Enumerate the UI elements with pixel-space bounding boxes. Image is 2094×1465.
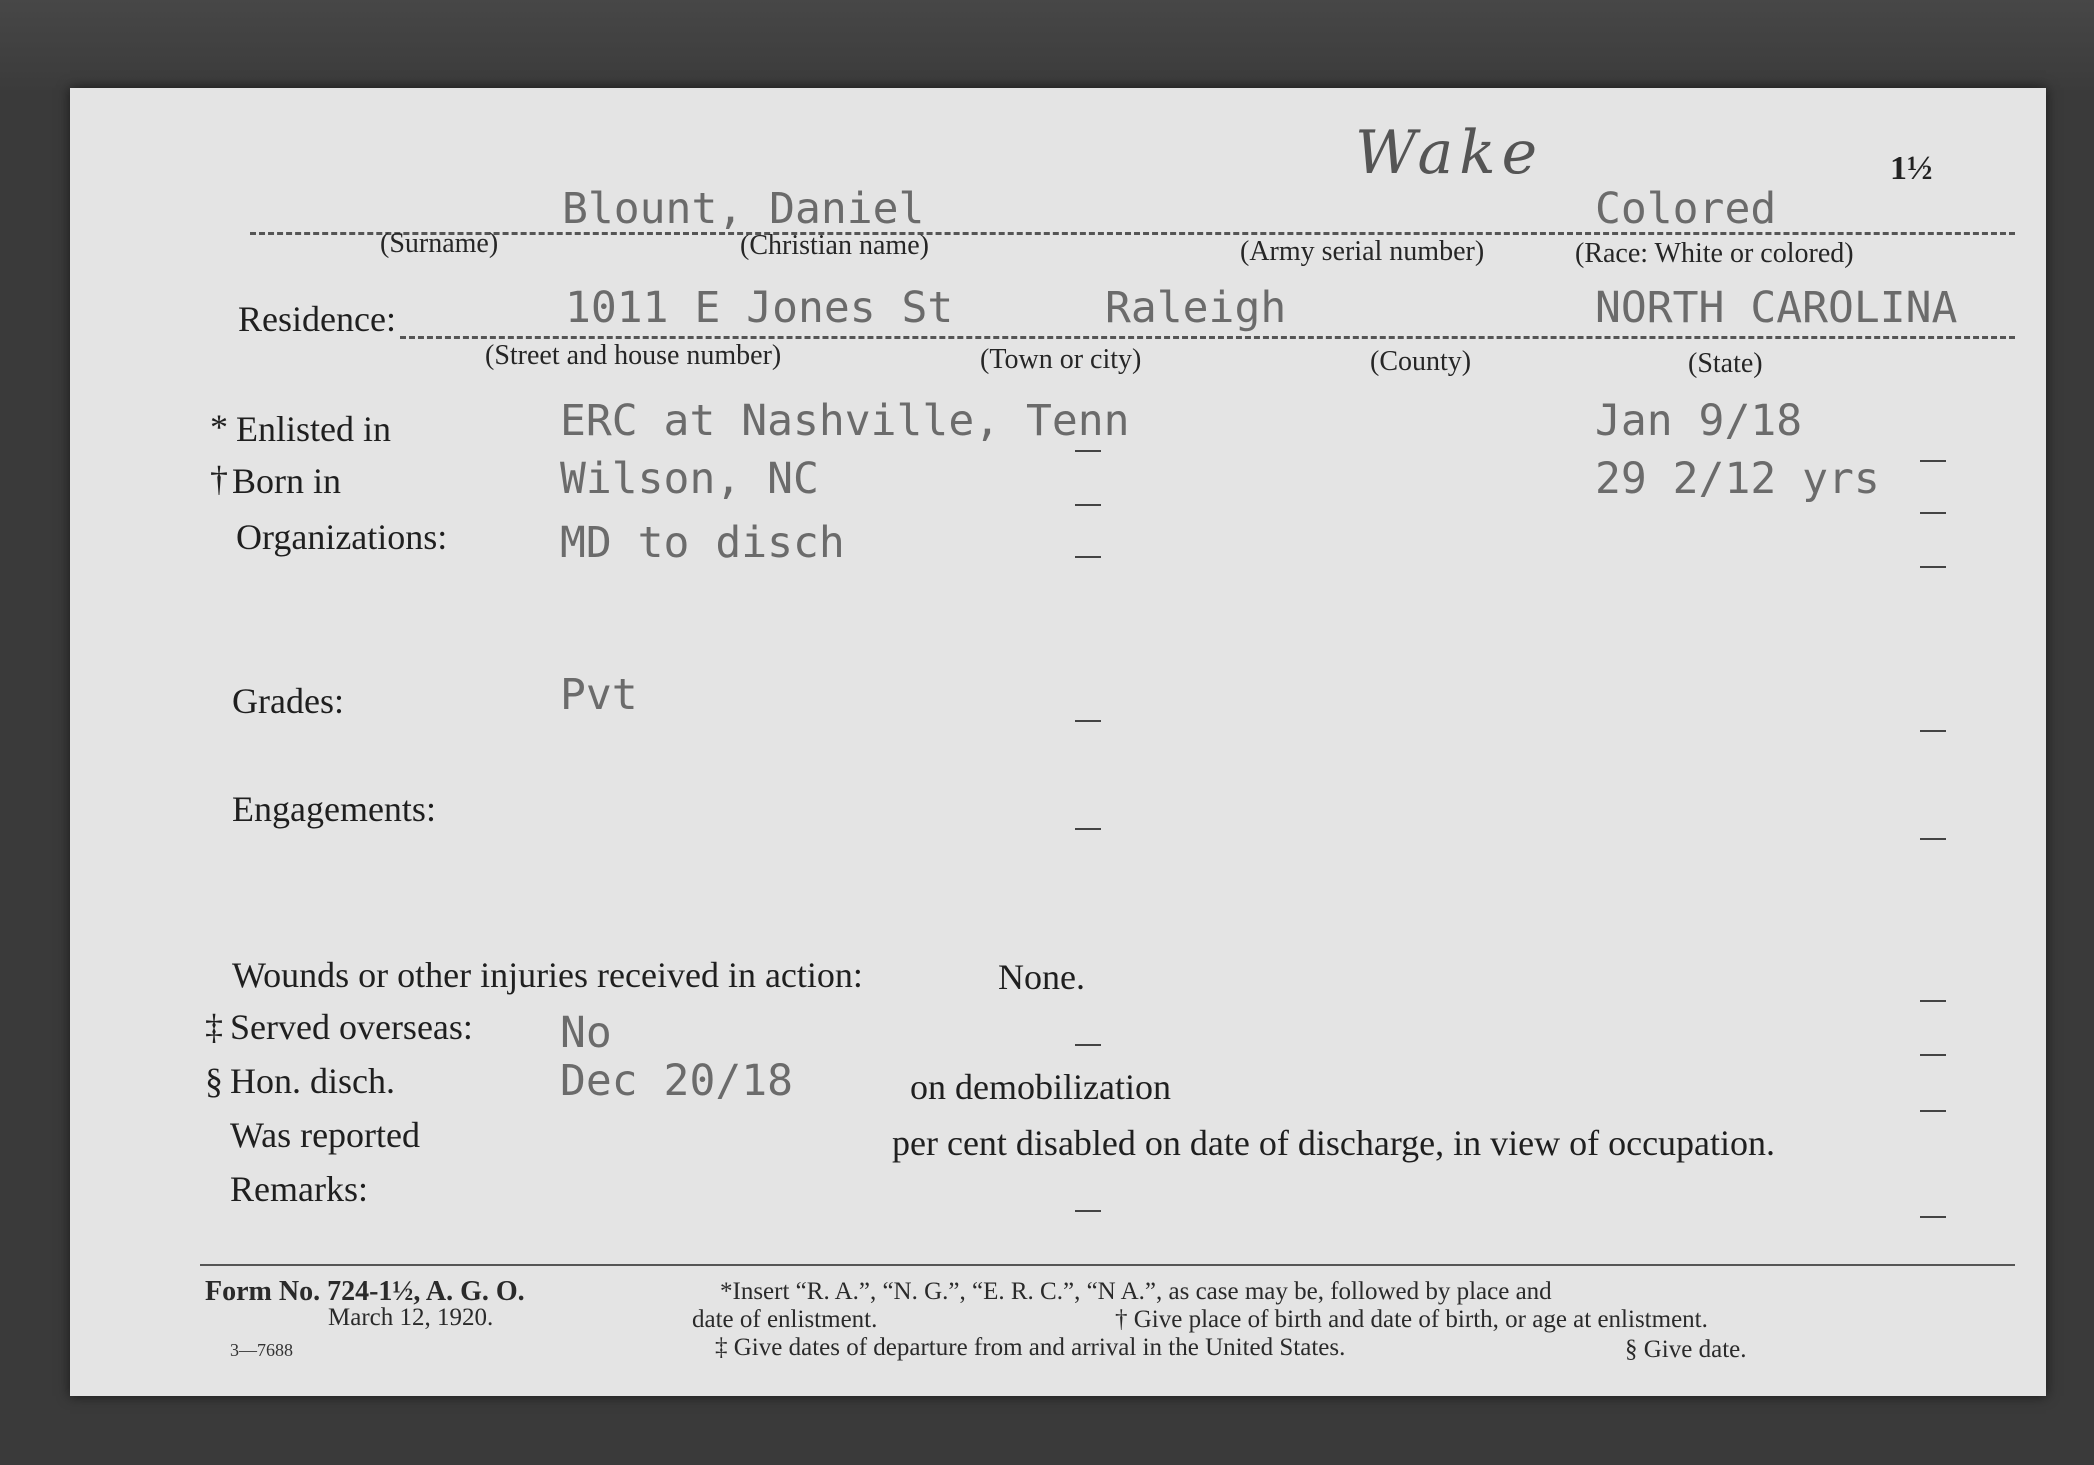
race-value: Colored <box>1595 184 1777 234</box>
overseas-value: No <box>560 1008 612 1058</box>
disch-suffix: on demobilization <box>910 1067 1171 1107</box>
race-caption: (Race: White or colored) <box>1575 238 1854 269</box>
name-value: Blount, Daniel <box>562 184 925 234</box>
christian-name-caption: (Christian name) <box>740 230 929 261</box>
footer-form-id: Form No. 724-1½, A. G. O. <box>205 1276 525 1307</box>
footer-note-3: ‡ Give dates of departure from and arrival in the United States. <box>715 1334 1346 1361</box>
dash-mid-4 <box>1075 720 1101 722</box>
grades-value: Pvt <box>560 670 638 720</box>
dash-right-3 <box>1920 566 1946 568</box>
serial-caption: (Army serial number) <box>1240 236 1485 267</box>
footer-rule <box>200 1264 2015 1266</box>
dash-right-6 <box>1920 1000 1946 1002</box>
name-dotted-line <box>250 232 2015 235</box>
scanner-frame <box>0 0 2094 90</box>
enlisted-value: ERC at Nashville, Tenn <box>560 396 1130 446</box>
born-mark: † <box>210 459 228 499</box>
born-label: Born in <box>232 461 342 501</box>
footer-form-date: March 12, 1920. <box>328 1304 494 1331</box>
enlisted-mark: * <box>210 407 228 447</box>
remarks-label: Remarks: <box>230 1169 368 1209</box>
footer-note-1a: *Insert “R. A.”, “N. G.”, “E. R. C.”, “N A.”, as case may be, followed by place and <box>720 1278 1552 1305</box>
form-number: 1½ <box>1890 150 1933 187</box>
footer-note-4: § Give date. <box>1625 1336 1747 1363</box>
city-value: Raleigh <box>1105 283 1287 333</box>
dash-mid-5 <box>1075 828 1101 830</box>
dash-mid-2 <box>1075 504 1101 506</box>
overseas-label: Served overseas: <box>230 1007 473 1047</box>
born-value: Wilson, NC <box>560 454 819 504</box>
dash-mid-6 <box>1075 1044 1101 1046</box>
footer-print-code: 3—7688 <box>230 1340 293 1360</box>
dash-right-1 <box>1920 460 1946 462</box>
dash-right-8 <box>1920 1110 1946 1112</box>
dash-mid-1 <box>1075 450 1101 452</box>
reported-suffix: per cent disabled on date of discharge, in view of occupation. <box>892 1123 1776 1163</box>
dash-right-5 <box>1920 838 1946 840</box>
enlisted-date: Jan 9/18 <box>1595 396 1803 446</box>
service-record-card <box>70 88 2046 1396</box>
state-caption: (State) <box>1688 348 1763 379</box>
dash-right-7 <box>1920 1054 1946 1056</box>
dash-right-2 <box>1920 512 1946 514</box>
county-caption: (County) <box>1370 346 1472 377</box>
surname-caption: (Surname) <box>380 228 499 259</box>
grades-label: Grades: <box>232 681 344 721</box>
street-caption: (Street and house number) <box>485 340 782 371</box>
enlisted-label: Enlisted in <box>236 409 391 449</box>
born-age: 29 2/12 yrs <box>1595 454 1880 504</box>
dash-right-9 <box>1920 1216 1946 1218</box>
wounds-label: Wounds or other injuries received in action: <box>232 955 863 995</box>
organizations-label: Organizations: <box>236 517 448 557</box>
footer-note-2: † Give place of birth and date of birth, or age at enlistment. <box>1115 1306 1708 1333</box>
state-value: NORTH CAROLINA <box>1595 283 1958 333</box>
engagements-label: Engagements: <box>232 789 436 829</box>
organizations-value: MD to disch <box>560 518 845 568</box>
dash-right-4 <box>1920 730 1946 732</box>
wounds-value: None. <box>998 957 1085 997</box>
street-value: 1011 E Jones St <box>565 283 954 333</box>
disch-mark: § <box>205 1061 223 1101</box>
town-caption: (Town or city) <box>980 344 1142 375</box>
residence-dotted-line <box>400 336 2015 339</box>
dash-mid-7 <box>1075 1210 1101 1212</box>
dash-mid-3 <box>1075 556 1101 558</box>
disch-value: Dec 20/18 <box>560 1056 793 1106</box>
disch-label: Hon. disch. <box>230 1061 395 1101</box>
reported-label: Was reported <box>230 1115 421 1155</box>
footer-note-1b: date of enlistment. <box>692 1306 878 1333</box>
county-handwritten: Wake <box>1355 118 1544 188</box>
overseas-mark: ‡ <box>205 1007 223 1047</box>
residence-label: Residence: <box>238 299 396 339</box>
